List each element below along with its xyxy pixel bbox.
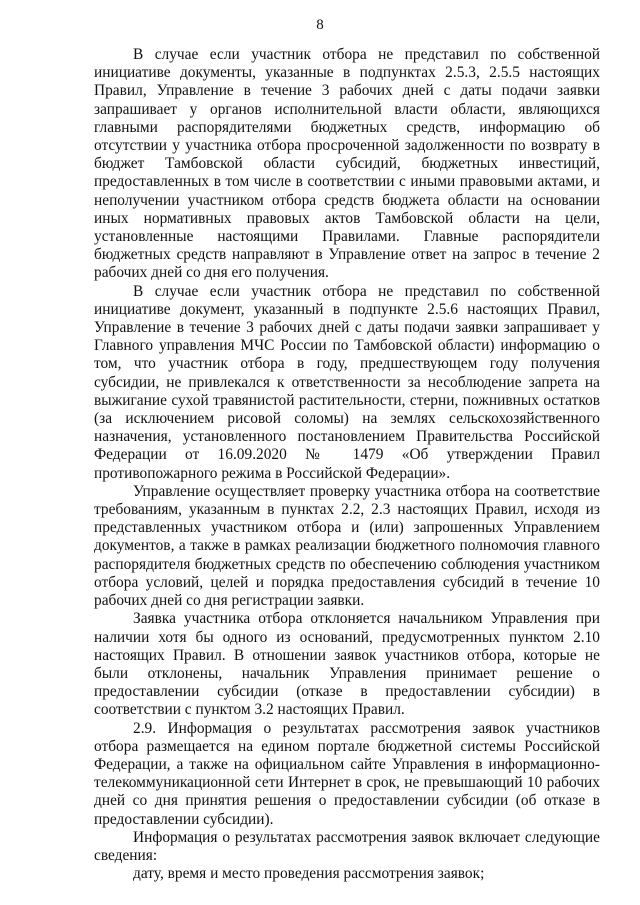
paragraph-rejection: Заявка участника отбора отклоняется начальником Управления при наличии хотя бы одного из оснований, предусмотренных пунктом 2.10 настоящих Правил. В отношении заявок участников отбора, которые не были отклонены, начальник Управления принимает решение о предоставлении субсидии (отказе в предоставлении субсидии) в соответствии с пунктом 3.2 настоящих Правил. xyxy=(94,610,600,719)
document-body xyxy=(94,46,600,883)
paragraph-results-contents: Информация о результатах рассмотрения заявок включает следующие сведения: xyxy=(94,828,600,864)
page-number: 8 xyxy=(316,17,324,33)
paragraph-request-mchs-info: В случае если участник отбора не представил по собственной инициативе документ, указанный в подпункте 2.5.6 настоящих Правил, Управление в течение 3 рабочих дней с даты подачи заявки запрашивает у Главного управления МЧС России по Тамбовской области) информацию о том, что участник отбора в году, предшествующем году получения субсидии, не привлекался к ответственности за несоблюдение запрета на выжигание сухой травянистой растительности, стерни, пожнивных остатков (за исключением рисовой соломы) на землях сельскохозяйственного назначения, установленного постановлением Правительства Российской Федерации от 16.09.2020 № 1479 «Об утверждении Правил противопожарного режима в Российской Федерации». xyxy=(94,282,600,482)
paragraph-verification: Управление осуществляет проверку участника отбора на соответствие требованиям, указанным в пунктах 2.2, 2.3 настоящих Правил, исходя из представленных участником отбора и (или) запрошенных Управлением документов, а также в рамках реализации бюджетного полномочия главного распорядителя бюджетных средств по обеспечению соблюдения участником отбора условий, целей и порядка предоставления субсидий в течение 10 рабочих дней со дня регистрации заявки. xyxy=(94,482,600,610)
paragraph-2-9-results-publication: 2.9. Информация о результатах рассмотрения заявок участников отбора размещается на едином портале бюджетной системы Российской Федерации, а также на официальном сайте Управления в информационно-телекоммуникационной сети Интернет в срок, не превышающий 10 рабочих дней со дня принятия решения о предоставлении субсидии (об отказе в предоставлении субсидии). xyxy=(94,719,600,828)
list-item-date-time-place: дату, время и место проведения рассмотрения заявок; xyxy=(133,865,485,883)
paragraph-request-budget-info: В случае если участник отбора не представил по собственной инициативе документы, указанные в подпунктах 2.5.3, 2.5.5 настоящих Правил, Управление в течение 3 рабочих дней с даты подачи заявки запрашивает у органов исполнительной власти области, являющихся главными распорядителями бюджетных средств, информацию об отсутствии у участника отбора просроченной задолженности по возврату в бюджет Тамбовской области субсидий, бюджетных инвестиций, предоставленных в том числе в соответствии с иными правовыми актами, и неполучении участником отбора средств бюджета области на основании иных нормативных правовых актов Тамбовской области на цели, установленные настоящими Правилами. Главные распорядители бюджетных средств направляют в Управление ответ на запрос в течение 2 рабочих дней со дня его получения. xyxy=(94,46,600,282)
